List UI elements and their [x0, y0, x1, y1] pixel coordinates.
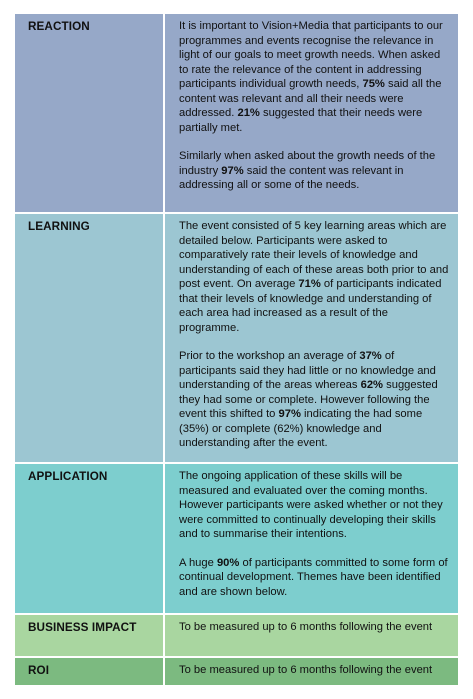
row-roi — [14, 657, 459, 686]
row-content — [164, 213, 459, 463]
row-content — [164, 13, 459, 213]
row-application — [14, 463, 459, 614]
evaluation-table — [13, 12, 460, 687]
row-content — [164, 463, 459, 614]
emphasis-value: 71% — [298, 278, 321, 290]
row-label: ROI — [14, 657, 164, 686]
row-learning — [14, 213, 459, 463]
paragraph: The event consisted of 5 key learning areas which are detailed below. Participants were asked to comparatively rate their levels of knowledge and understanding of each of these areas both prior to and post event. On average 71% of participants indicated that their levels of knowledge and understanding of each area had increased as a result of the programme. — [179, 220, 449, 334]
paragraph: It is important to Vision+Media that participants to our programmes and events recognise the relevance in light of our goals to meet growth needs. When asked to rate the relevance of the content in addressing participants individual growth needs, 75% said all the content was relevant and all their needs were addressed. 21% suggested that their needs were partially met. — [179, 20, 443, 134]
row-business-impact — [14, 614, 459, 657]
emphasis-value: 90% — [216, 556, 240, 569]
paragraph: The ongoing application of these skills will be measured and evaluated over the coming months. However participants were asked whether or not they were committed to continually developing their skills and to summarise their intentions. — [179, 470, 443, 540]
row-label: LEARNING — [14, 213, 164, 463]
emphasis-value: 37% — [359, 350, 382, 362]
row-reaction — [14, 13, 459, 213]
emphasis-value: 75% — [362, 78, 385, 90]
row-label: REACTION — [14, 13, 164, 213]
emphasis-value: 21% — [237, 107, 260, 119]
paragraph: Similarly when asked about the growth needs of the industry 97% said the content was relevant in addressing all or some of the needs. — [179, 150, 436, 191]
row-content — [164, 657, 459, 686]
row-content — [164, 614, 459, 657]
row-label: APPLICATION — [14, 463, 164, 614]
row-label: BUSINESS IMPACT — [14, 614, 164, 657]
paragraph: To be measured up to 6 months following the event — [179, 621, 433, 633]
emphasis-value: 97% — [278, 408, 301, 420]
emphasis-value: 97% — [221, 164, 244, 177]
paragraph: Prior to the workshop an average of 37% of participants said they had little or no knowledge and understanding of the areas whereas 62% suggested they had some or complete. However following the event this shifted to 97% indicating the had some (35%) or complete (62%) knowledge and understanding after the event. — [179, 350, 438, 449]
paragraph: A huge 90% of participants committed to some form of continual development. Themes have been identified and are shown below. — [179, 556, 448, 598]
emphasis-value: 62% — [360, 379, 384, 391]
paragraph: To be measured up to 6 months following the event — [179, 664, 433, 676]
